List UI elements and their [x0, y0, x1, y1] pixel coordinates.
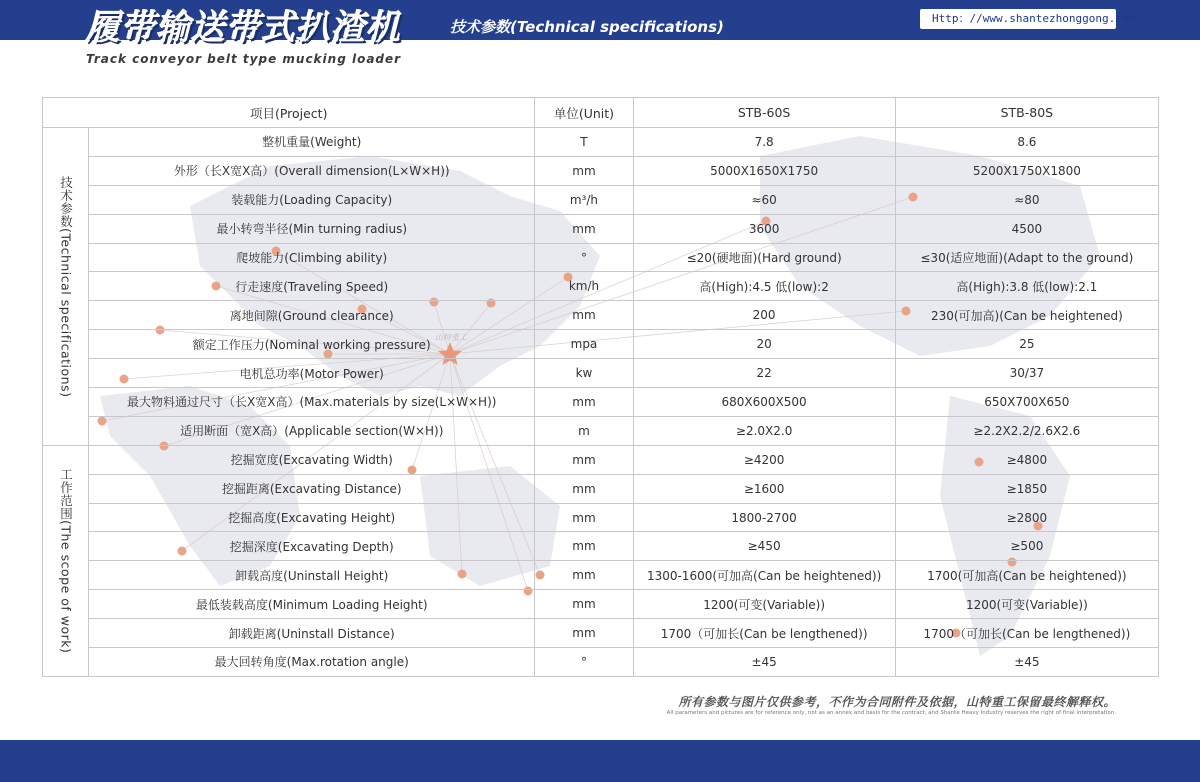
unit-cell: kw	[535, 359, 633, 388]
table-row	[43, 301, 1159, 330]
table-row	[43, 416, 1159, 445]
item-cell: 外形（长X宽X高）(Overall dimension(L×W×H))	[89, 156, 535, 185]
table-row	[43, 128, 1159, 157]
table-row	[43, 359, 1159, 388]
model-b-value: ≤30(适应地面)(Adapt to the ground)	[895, 243, 1158, 272]
footer-band	[0, 740, 1200, 782]
model-a-value: 1300-1600(可加高(Can be heightened))	[633, 561, 895, 590]
model-a-value: ≈60	[633, 185, 895, 214]
item-cell: 整机重量(Weight)	[89, 128, 535, 157]
model-b-value: 1200(可变(Variable))	[895, 590, 1158, 619]
model-b-value: 1700(可加高(Can be heightened))	[895, 561, 1158, 590]
unit-cell: mm	[535, 445, 633, 474]
model-a-value: 1800-2700	[633, 503, 895, 532]
table-row	[43, 243, 1159, 272]
table-row	[43, 532, 1159, 561]
item-cell: 爬坡能力(Climbing ability)	[89, 243, 535, 272]
unit-cell: °	[535, 648, 633, 677]
disclaimer-english: All parameters and pictures are for reference only, not as an annex and basis for the contract, and Shante Heavy Industry reserves the right of final interpretation.	[666, 710, 1116, 716]
category-label: 技术参数(Technical specifications)	[43, 128, 89, 446]
header-model-a: STB-60S	[633, 98, 895, 128]
unit-cell: km/h	[535, 272, 633, 301]
model-a-value: ±45	[633, 648, 895, 677]
table-row	[43, 561, 1159, 590]
unit-cell: mm	[535, 532, 633, 561]
model-b-value: 25	[895, 330, 1158, 359]
item-cell: 挖掘深度(Excavating Depth)	[89, 532, 535, 561]
disclaimer-chinese: 所有参数与图片仅供参考，不作为合同附件及依据，山特重工保留最终解释权。	[678, 695, 1116, 709]
table-row	[43, 619, 1159, 648]
page-title: 履带输送带式扒渣机	[86, 8, 401, 48]
model-a-value: 20	[633, 330, 895, 359]
model-b-value: 8.6	[895, 128, 1158, 157]
model-b-value: 1700（可加长(Can be lengthened))	[895, 619, 1158, 648]
model-a-value: ≥450	[633, 532, 895, 561]
unit-cell: mm	[535, 301, 633, 330]
model-b-value: 4500	[895, 214, 1158, 243]
model-b-value: ±45	[895, 648, 1158, 677]
model-b-value: 30/37	[895, 359, 1158, 388]
unit-cell: mm	[535, 619, 633, 648]
table-row	[43, 388, 1159, 417]
item-cell: 行走速度(Traveling Speed)	[89, 272, 535, 301]
unit-cell: mm	[535, 474, 633, 503]
unit-cell: mm	[535, 388, 633, 417]
table-row	[43, 330, 1159, 359]
model-b-value: 5200X1750X1800	[895, 156, 1158, 185]
model-a-value: 1200(可变(Variable))	[633, 590, 895, 619]
model-a-value: ≥2.0X2.0	[633, 416, 895, 445]
model-a-value: ≥1600	[633, 474, 895, 503]
model-a-value: 1700（可加长(Can be lengthened))	[633, 619, 895, 648]
header-model-b: STB-80S	[895, 98, 1158, 128]
item-cell: 挖掘高度(Excavating Height)	[89, 503, 535, 532]
website-url[interactable]: Http：//www.shantezhonggong.com	[920, 9, 1116, 29]
unit-cell: m	[535, 416, 633, 445]
model-a-value: 5000X1650X1750	[633, 156, 895, 185]
item-cell: 最小转弯半径(Min turning radius)	[89, 214, 535, 243]
model-b-value: ≥2.2X2.2/2.6X2.6	[895, 416, 1158, 445]
unit-cell: mm	[535, 156, 633, 185]
map-watermark-text: 山特重工	[435, 333, 467, 342]
unit-cell: mm	[535, 561, 633, 590]
model-a-value: 22	[633, 359, 895, 388]
model-a-value: 680X600X500	[633, 388, 895, 417]
header-unit: 单位(Unit)	[535, 98, 633, 128]
item-cell: 适用断面（宽X高）(Applicable section(W×H))	[89, 416, 535, 445]
header-project: 项目(Project)	[43, 98, 535, 128]
table-row	[43, 590, 1159, 619]
unit-cell: T	[535, 128, 633, 157]
model-a-value: ≥4200	[633, 445, 895, 474]
item-cell: 装载能力(Loading Capacity)	[89, 185, 535, 214]
table-row	[43, 474, 1159, 503]
model-a-value: 3600	[633, 214, 895, 243]
model-b-value: ≥2800	[895, 503, 1158, 532]
model-b-value: ≥500	[895, 532, 1158, 561]
item-cell: 挖掘宽度(Excavating Width)	[89, 445, 535, 474]
table-row	[43, 445, 1159, 474]
model-b-value: ≈80	[895, 185, 1158, 214]
item-cell: 卸载高度(Uninstall Height)	[89, 561, 535, 590]
category-label: 工作范围(The scope of work)	[43, 445, 89, 676]
table-row	[43, 648, 1159, 677]
page-title-english: Track conveyor belt type mucking loader	[86, 52, 402, 66]
table-body	[43, 128, 1159, 677]
item-cell: 离地间隙(Ground clearance)	[89, 301, 535, 330]
unit-cell: mm	[535, 214, 633, 243]
model-a-value: 7.8	[633, 128, 895, 157]
spec-table	[42, 97, 1159, 677]
model-b-value: 230(可加高)(Can be heightened)	[895, 301, 1158, 330]
model-b-value: 650X700X650	[895, 388, 1158, 417]
item-cell: 最低装载高度(Minimum Loading Height)	[89, 590, 535, 619]
unit-cell: °	[535, 243, 633, 272]
table-row	[43, 156, 1159, 185]
item-cell: 卸载距离(Uninstall Distance)	[89, 619, 535, 648]
item-cell: 最大回转角度(Max.rotation angle)	[89, 648, 535, 677]
table-row	[43, 185, 1159, 214]
unit-cell: m³/h	[535, 185, 633, 214]
item-cell: 电机总功率(Motor Power)	[89, 359, 535, 388]
model-a-value: 高(High):4.5 低(low):2	[633, 272, 895, 301]
model-b-value: 高(High):3.8 低(low):2.1	[895, 272, 1158, 301]
table-row	[43, 272, 1159, 301]
item-cell: 最大物料通过尺寸（长X宽X高）(Max.materials by size(L×W×H))	[89, 388, 535, 417]
item-cell: 额定工作压力(Nominal working pressure)	[89, 330, 535, 359]
table-row	[43, 214, 1159, 243]
model-a-value: ≤20(硬地面)(Hard ground)	[633, 243, 895, 272]
unit-cell: mm	[535, 503, 633, 532]
model-b-value: ≥4800	[895, 445, 1158, 474]
model-a-value: 200	[633, 301, 895, 330]
unit-cell: mpa	[535, 330, 633, 359]
unit-cell: mm	[535, 590, 633, 619]
model-b-value: ≥1850	[895, 474, 1158, 503]
table-row	[43, 503, 1159, 532]
item-cell: 挖掘距离(Excavating Distance)	[89, 474, 535, 503]
table-header-row	[43, 98, 1159, 128]
section-subtitle: 技术参数(Technical specifications)	[450, 18, 724, 36]
